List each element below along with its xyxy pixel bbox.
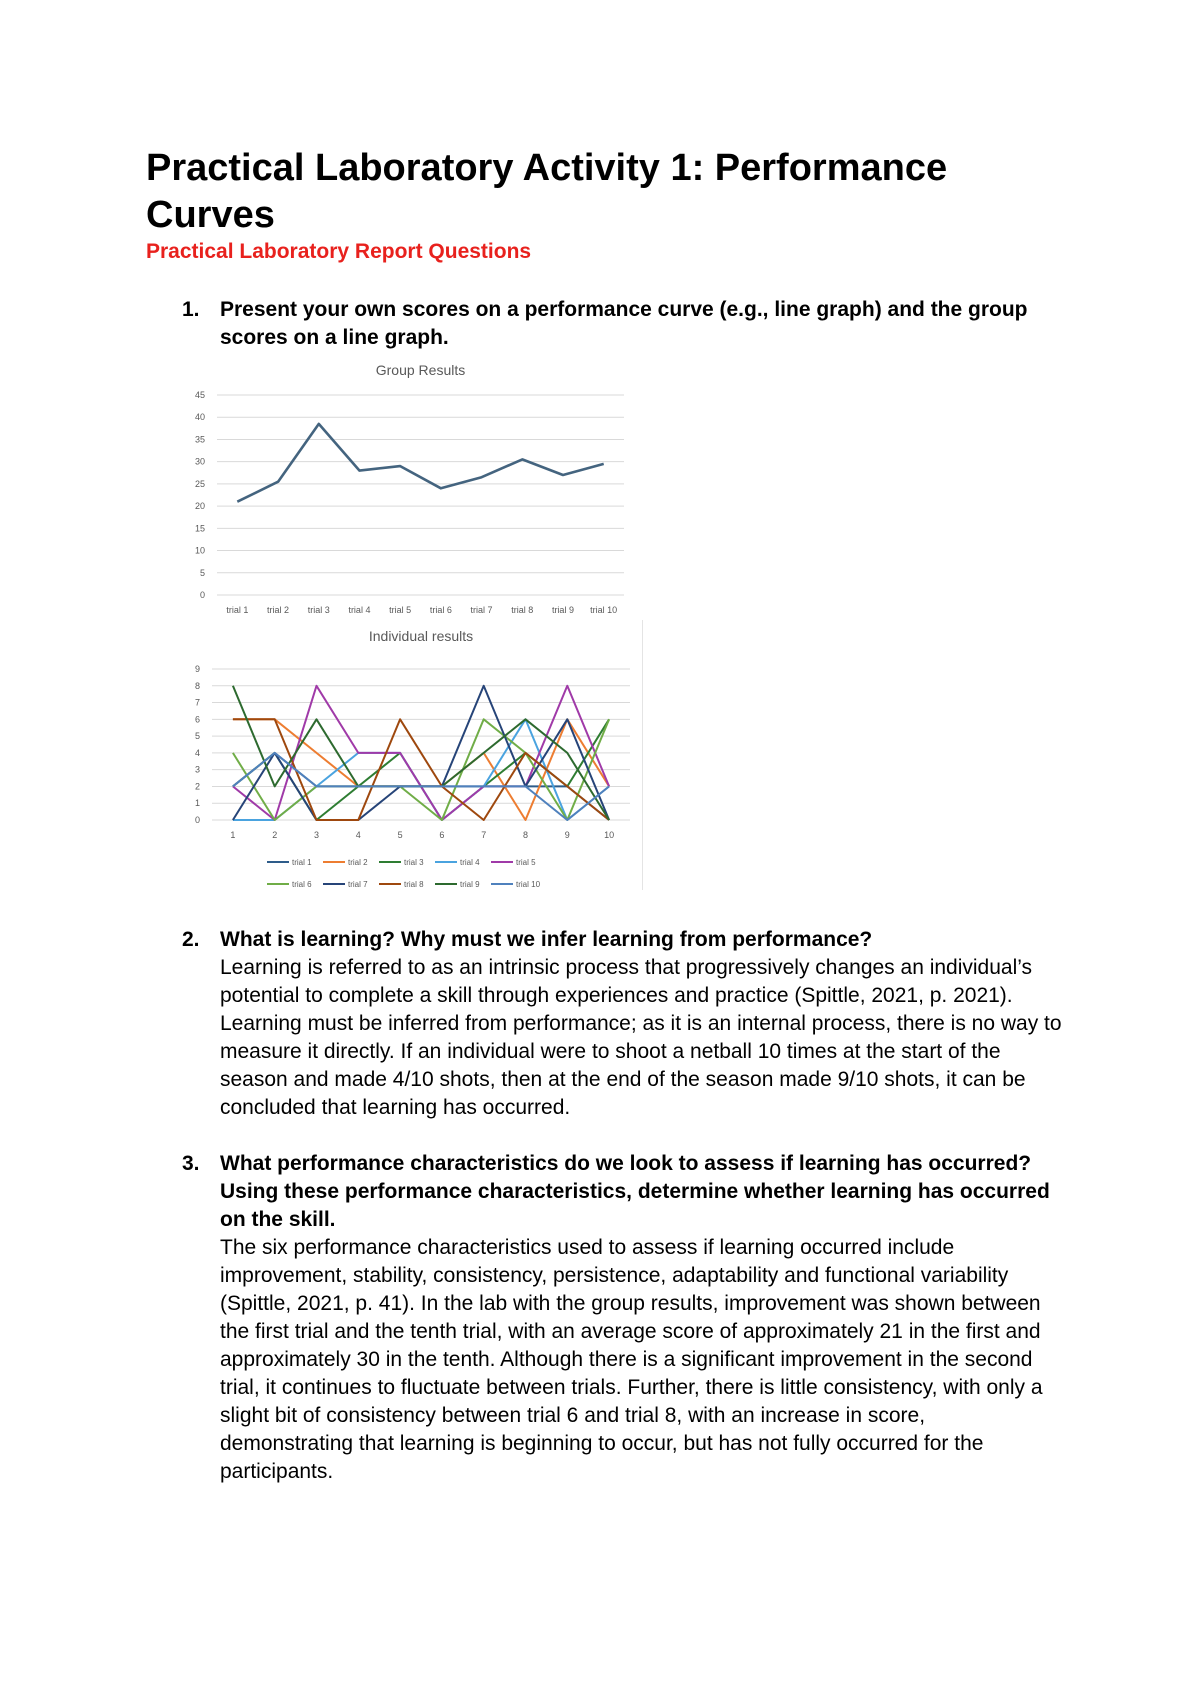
- x-tick-label: trial 4: [348, 605, 371, 615]
- group-results-chart-svg: [172, 355, 632, 620]
- x-tick-label: trial 5: [389, 605, 412, 615]
- x-tick-label: 3: [313, 830, 320, 840]
- x-tick-label: trial 10: [590, 605, 618, 615]
- y-tick-label: 5: [199, 567, 205, 578]
- x-tick-label: 1: [230, 830, 236, 840]
- question-text: What performance characteristics do we look to assess if learning has occurred? Using these performance characteristics, determine whether learning has occurred on the skill.: [220, 1152, 1050, 1231]
- question-number: 2.: [182, 928, 200, 951]
- document-subtitle: Practical Laboratory Report Questions: [146, 240, 532, 263]
- answer-text: The six performance characteristics used to assess if learning occurred include improvement, stability, consistency, persistence, adaptability and functional variability (Spittle, 2021, p. 41). In the lab with the group results, improvement was shown between the first trial and the tenth trial, with an average score of approximately 21 in the first and approximately 30 in the tenth. Although there is a significant improvement in the second trial, it continues to fluctuate between trials. Further, there is little consistency, with only a slight bit of consistency between trial 6 and trial 8, with an increase in score, demonstrating that learning is beginning to occur, but has not fully occurred for the participants.: [220, 1236, 1043, 1483]
- legend-label: trial 10: [516, 880, 541, 889]
- y-tick-label: 20: [194, 501, 205, 512]
- individual-results-chart: [172, 620, 643, 890]
- x-tick-label: trial 3: [307, 605, 330, 615]
- x-tick-label: trial 2: [267, 605, 290, 615]
- legend-label: trial 9: [460, 880, 480, 889]
- x-tick-label: 4: [355, 830, 361, 840]
- legend-label: trial 4: [460, 858, 480, 867]
- y-tick-label: 5: [194, 731, 200, 742]
- y-tick-label: 3: [194, 764, 200, 775]
- y-tick-label: 1: [194, 798, 200, 809]
- legend-label: trial 6: [292, 880, 312, 889]
- question-text: What is learning? Why must we infer learning from performance?: [220, 928, 873, 951]
- y-tick-label: 6: [194, 714, 200, 725]
- x-tick-label: 10: [604, 830, 615, 840]
- x-tick-label: 6: [439, 830, 445, 840]
- x-tick-label: 2: [272, 830, 278, 840]
- legend-label: trial 8: [404, 880, 424, 889]
- y-tick-label: 2: [194, 781, 200, 792]
- x-tick-label: trial 1: [226, 605, 249, 615]
- y-tick-label: 35: [194, 434, 205, 445]
- answer-text: Learning is referred to as an intrinsic process that progressively changes an individual’s potential to complete a skill through experiences and practice (Spittle, 2021, p. 2021). Learning must be inferred from performance; as it is an internal process, there is no way to measure it directly. If an individual were to shoot a netball 10 times at the start of the season and made 4/10 shots, then at the end of the season made 9/10 shots, it can be concluded that learning has occurred.: [220, 956, 1062, 1119]
- chart-title: Individual results: [368, 628, 474, 644]
- legend-label: trial 3: [404, 858, 424, 867]
- group-results-chart: [172, 355, 632, 620]
- y-tick-label: 10: [194, 545, 205, 556]
- y-tick-label: 30: [194, 456, 205, 467]
- y-tick-label: 8: [194, 680, 200, 691]
- chart-title: Group Results: [375, 362, 466, 378]
- question-2: [182, 926, 1062, 1122]
- y-tick-label: 45: [194, 390, 205, 400]
- series-line-1: [237, 424, 603, 502]
- question-number: 3.: [182, 1152, 200, 1175]
- legend-label: trial 5: [516, 858, 536, 867]
- question-text: Present your own scores on a performance curve (e.g., line graph) and the group scores on a line graph.: [220, 298, 1028, 349]
- legend-label: trial 2: [348, 858, 368, 867]
- question-3: [182, 1150, 1062, 1486]
- y-tick-label: 4: [194, 747, 200, 758]
- x-tick-label: 7: [481, 830, 487, 840]
- x-tick-label: trial 7: [470, 605, 493, 615]
- document-title: Practical Laboratory Activity 1: Performance Curves: [146, 147, 948, 236]
- legend-label: trial 7: [348, 880, 368, 889]
- legend-label: trial 1: [292, 858, 312, 867]
- individual-results-chart-svg: [172, 620, 642, 890]
- y-tick-label: 9: [194, 664, 200, 674]
- y-tick-label: 25: [194, 478, 205, 489]
- x-tick-label: trial 8: [511, 605, 534, 615]
- y-tick-label: 0: [199, 590, 205, 600]
- x-tick-label: 8: [522, 830, 529, 840]
- y-tick-label: 40: [194, 412, 205, 423]
- y-tick-label: 7: [194, 697, 200, 708]
- question-1: [182, 296, 1062, 352]
- x-tick-label: 5: [397, 830, 403, 840]
- y-tick-label: 15: [194, 523, 205, 534]
- x-tick-label: 9: [564, 830, 570, 840]
- question-number: 1.: [182, 298, 200, 321]
- x-tick-label: trial 6: [429, 605, 452, 615]
- y-tick-label: 0: [194, 815, 200, 825]
- x-tick-label: trial 9: [551, 605, 574, 615]
